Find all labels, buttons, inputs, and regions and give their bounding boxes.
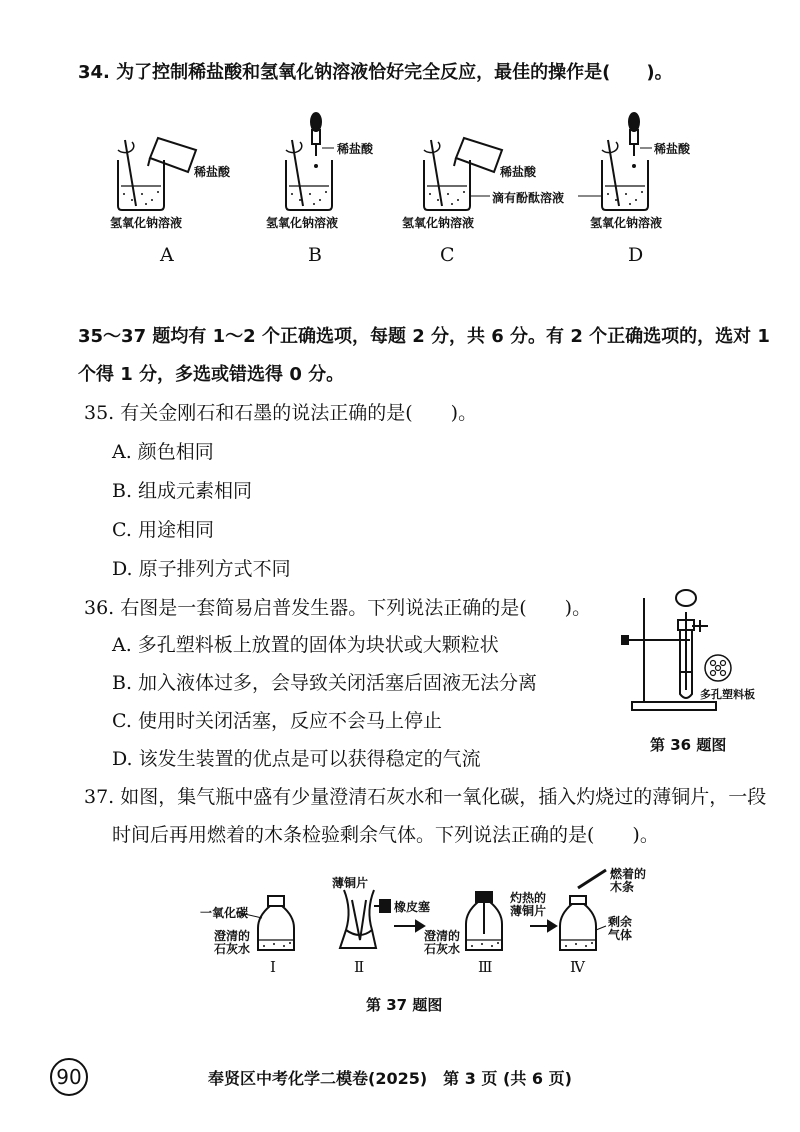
q34-c-reagent-label: 稀盐酸 [500, 165, 537, 179]
q37-caption: 第 37 题图 [366, 996, 443, 1014]
q37-remaining-gas-label: 剩余 气体 [608, 915, 633, 942]
q37-limewater-label-2: 澄清的 石灰水 [424, 929, 461, 956]
q36-option-d: D. 该发生装置的优点是可以获得稳定的气流 [112, 748, 481, 770]
q34-d-letter: D [628, 244, 644, 266]
q36-option-c: C. 使用时关闭活塞，反应不会马上停止 [112, 710, 442, 732]
q34-stem: 34. 为了控制稀盐酸和氢氧化钠溶液恰好完全反应，最佳的操作是( )。 [78, 62, 673, 83]
q34-a-letter: A [160, 244, 174, 266]
q37-step-3: Ⅲ [478, 958, 493, 976]
q37-hot-copper-label: 灼热的 薄铜片 [510, 891, 547, 918]
q36-option-a: A. 多孔塑料板上放置的固体为块状或大颗粒状 [112, 634, 499, 656]
q37-burning-stick-label: 燃着的 木条 [610, 867, 647, 894]
q34-a-reagent-label: 稀盐酸 [194, 165, 231, 179]
q37-stopper-label: 橡皮塞 [394, 900, 431, 914]
page-footer: 奉贤区中考化学二模卷(2025) 第 3 页 (共 6 页) [208, 1069, 572, 1088]
q37-limewater-label-1: 澄清的 石灰水 [214, 929, 251, 956]
q34-a-beaker-label: 氢氧化钠溶液 [110, 216, 183, 230]
q34-c-letter: C [440, 244, 455, 266]
q34-b-letter: B [308, 244, 322, 266]
q37-step-2: Ⅱ [354, 958, 365, 976]
q37-stem-line-2: 时间后再用燃着的木条检验剩余气体。下列说法正确的是( )。 [112, 824, 659, 846]
q34-d-reagent-label: 稀盐酸 [654, 142, 691, 156]
q36-stem: 36. 右图是一套简易启普发生器。下列说法正确的是( )。 [84, 597, 592, 619]
q34-c-indicator-label: 滴有酚酞溶液 [492, 191, 565, 205]
q35-option-b: B. 组成元素相同 [112, 480, 253, 502]
q37-step-1: Ⅰ [270, 958, 276, 976]
q37-step-4: Ⅳ [570, 958, 585, 976]
instructions-line-2: 个得 1 分，多选或错选得 0 分。 [78, 364, 345, 385]
q36-plate-label: 多孔塑料板 [700, 688, 755, 701]
instructions-line-1: 35～37 题均有 1～2 个正确选项，每题 2 分，共 6 分。有 2 个正确选项的，选对 1 [78, 326, 770, 347]
q35-option-c: C. 用途相同 [112, 519, 214, 541]
q34-c-beaker-label: 氢氧化钠溶液 [402, 216, 475, 230]
q37-co-label: 一氧化碳 [200, 906, 249, 920]
q34-b-reagent-label: 稀盐酸 [337, 142, 374, 156]
q35-option-d: D. 原子排列方式不同 [112, 558, 291, 580]
q34-d-beaker-label: 氢氧化钠溶液 [590, 216, 663, 230]
page-number-circle: 90 [50, 1058, 88, 1096]
q35-stem: 35. 有关金刚石和石墨的说法正确的是( )。 [84, 402, 478, 424]
q34-b-beaker-label: 氢氧化钠溶液 [266, 216, 339, 230]
q35-option-a: A. 颜色相同 [112, 441, 214, 463]
q37-stem-line-1: 37. 如图，集气瓶中盛有少量澄清石灰水和一氧化碳，插入灼烧过的薄铜片，一段 [84, 786, 767, 808]
q36-option-b: B. 加入液体过多，会导致关闭活塞后固液无法分离 [112, 672, 538, 694]
q36-caption: 第 36 题图 [650, 736, 727, 754]
q37-copper-label: 薄铜片 [332, 876, 369, 890]
